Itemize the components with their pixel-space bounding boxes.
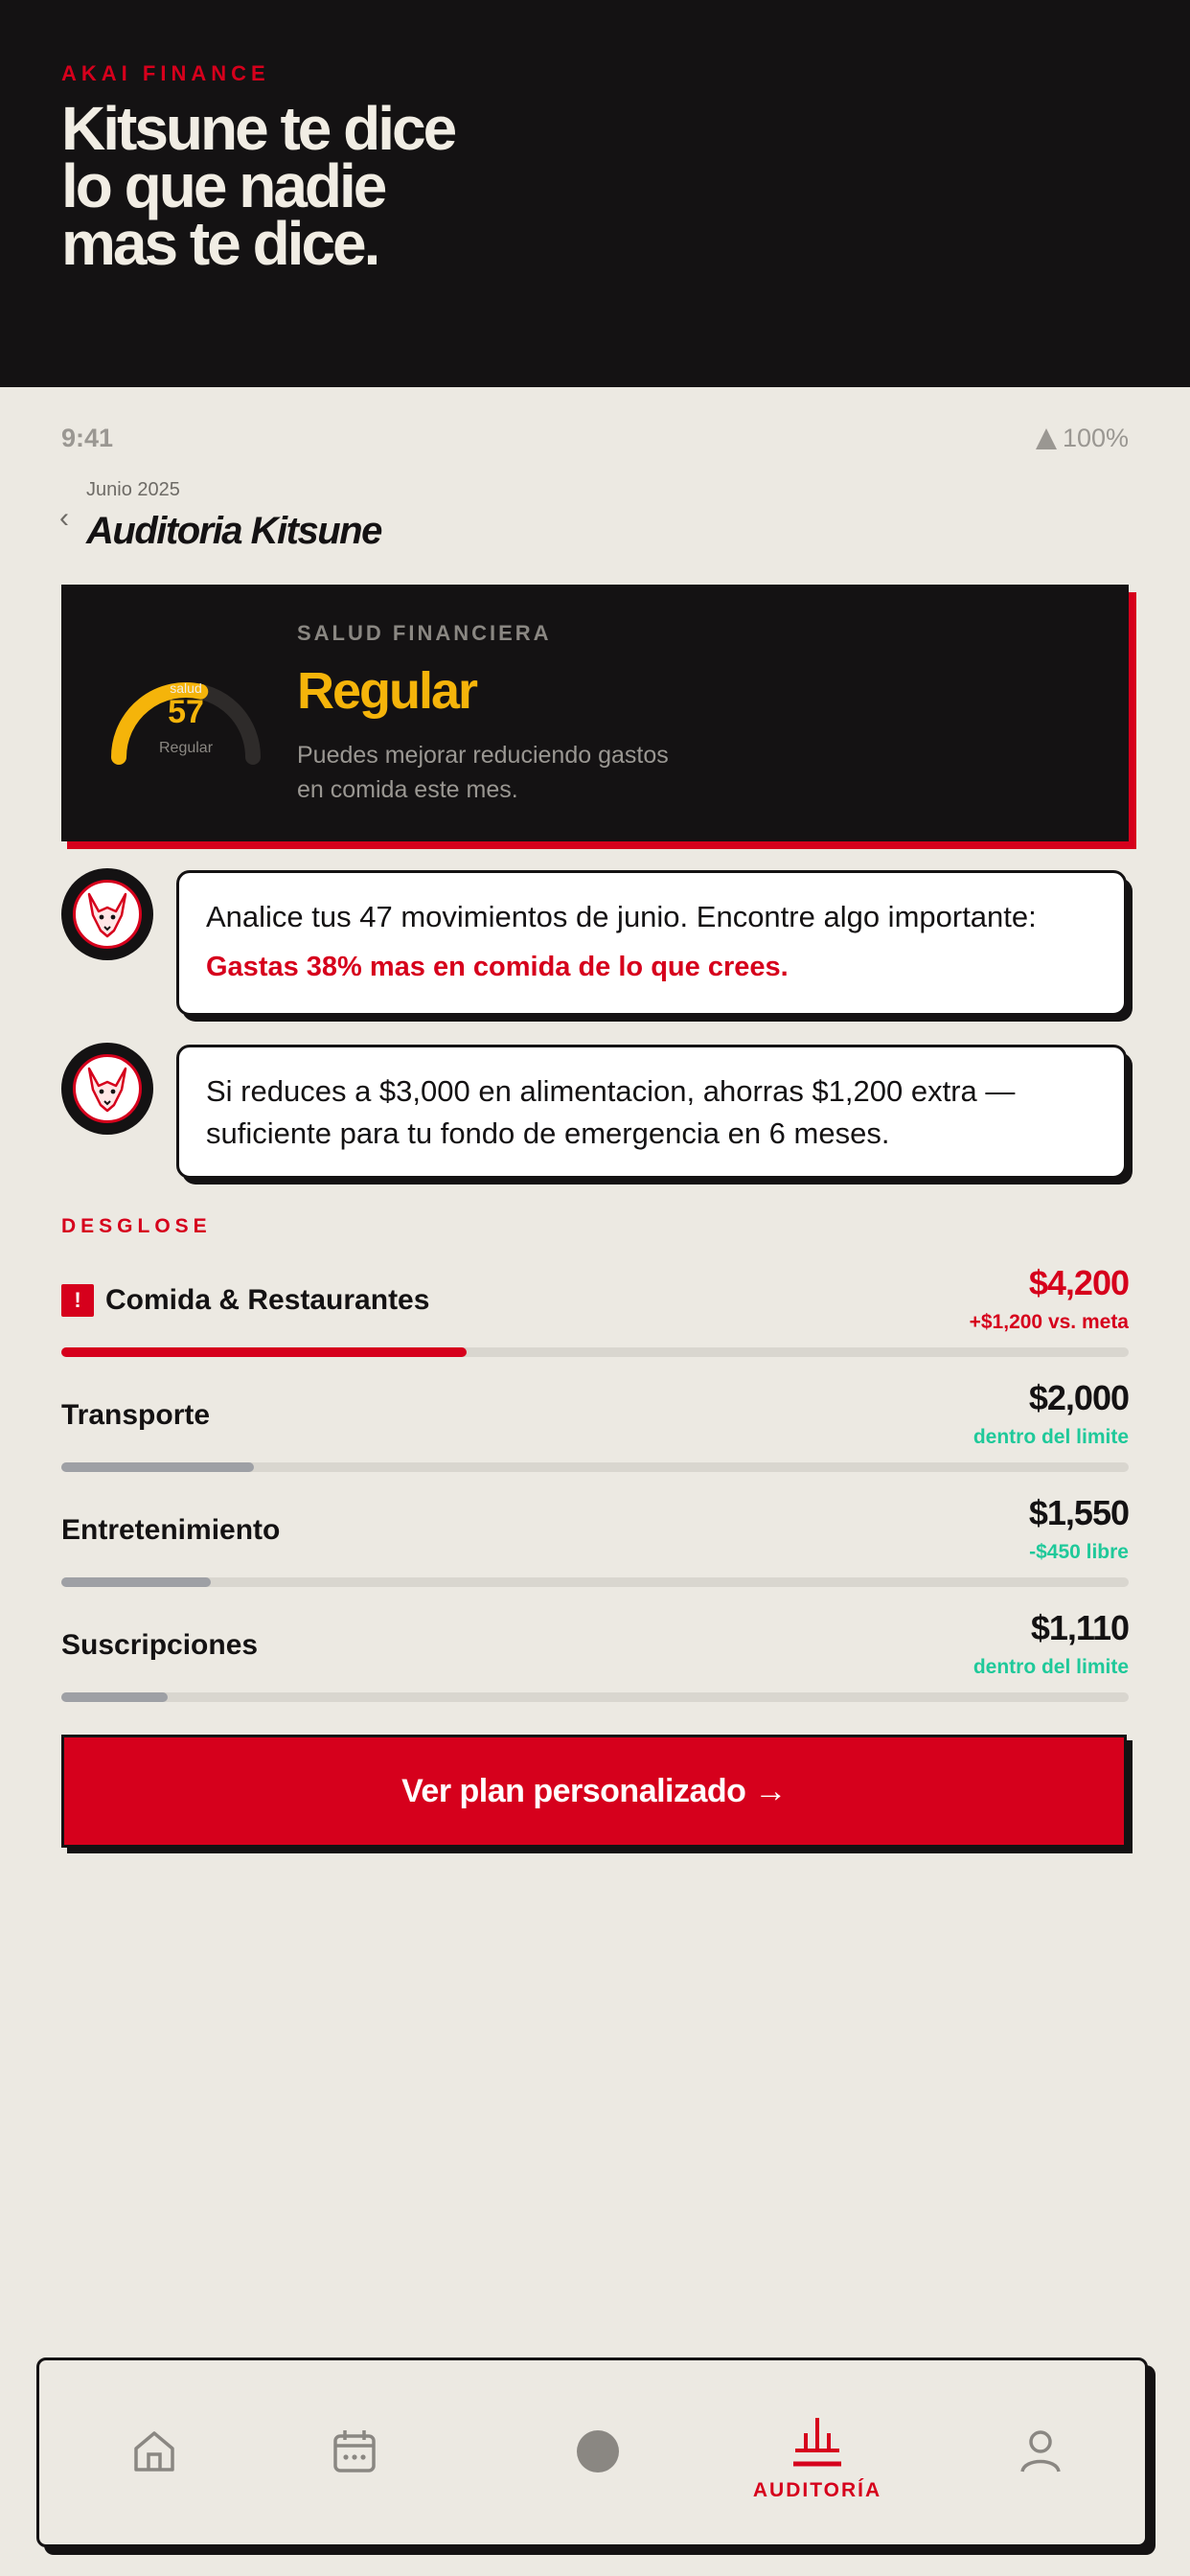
- home-icon: [130, 2427, 178, 2475]
- chat-highlight: Gastas 38% mas en comida de lo que crees.: [206, 952, 789, 982]
- category-progress-fill: [61, 1692, 168, 1702]
- category-note: -$450 libre: [1029, 1541, 1129, 1563]
- gauge-label: Regular: [158, 740, 214, 756]
- category-row[interactable]: [61, 1493, 1129, 1598]
- chat-bubble: [176, 870, 1127, 1016]
- status-time: 9:41: [61, 424, 114, 452]
- nav-center[interactable]: [512, 2360, 684, 2544]
- category-progress-track: [61, 1692, 1129, 1702]
- kitsune-avatar: [61, 1043, 153, 1135]
- chart-icon: [793, 2414, 841, 2468]
- category-progress-track: [61, 1347, 1129, 1357]
- kitsune-avatar: [61, 868, 153, 960]
- health-rating: Regular: [297, 662, 477, 720]
- nav-auditoria[interactable]: [731, 2360, 904, 2544]
- breakdown-title: DESGLOSE: [61, 1215, 212, 1237]
- category-amount: $4,200: [1028, 1263, 1129, 1302]
- category-amount: $1,550: [1028, 1493, 1129, 1532]
- signal-icon: [1036, 428, 1057, 449]
- page-month: Junio 2025: [86, 479, 180, 500]
- health-description: Puedes mejorar reduciendo gastos en comida este mes.: [297, 742, 669, 803]
- warning-icon: !: [61, 1284, 94, 1317]
- nav-calendar[interactable]: [268, 2360, 441, 2544]
- circle-icon: [574, 2427, 622, 2475]
- calendar-icon: [331, 2427, 378, 2475]
- category-note: +$1,200 vs. meta: [969, 1311, 1129, 1333]
- nav-profile[interactable]: [954, 2360, 1127, 2544]
- category-progress-fill: [61, 1347, 467, 1357]
- chat-text: Si reduces a $3,000 en alimentacion, ahorras $1,200 extra — suficiente para tu fondo de emergencia en 6 meses.: [206, 1074, 1016, 1150]
- health-card: [61, 585, 1129, 841]
- category-progress-track: [61, 1577, 1129, 1587]
- category-row[interactable]: [61, 1378, 1129, 1484]
- back-chevron-icon[interactable]: ‹: [59, 502, 69, 534]
- fox-icon: [73, 1054, 142, 1123]
- user-icon: [1017, 2427, 1064, 2475]
- category-name: Comida & Restaurantes: [105, 1284, 430, 1316]
- page-title: Auditoria Kitsune: [86, 510, 381, 552]
- category-progress-track: [61, 1462, 1129, 1472]
- gauge-caption: salud: [170, 680, 202, 696]
- category-amount: $2,000: [1028, 1378, 1129, 1417]
- chat-bubble: [176, 1045, 1127, 1179]
- category-name: Entretenimiento: [61, 1514, 281, 1546]
- view-plan-button[interactable]: Ver plan personalizado →: [61, 1735, 1127, 1848]
- chat-text: Analice tus 47 movimientos de junio. Encontre algo importante:: [206, 900, 1037, 933]
- category-note: dentro del limite: [973, 1426, 1129, 1448]
- health-label: SALUD FINANCIERA: [297, 621, 552, 645]
- gauge-score: 57: [168, 694, 204, 730]
- bottom-nav: [36, 2358, 1148, 2547]
- category-name: Suscripciones: [61, 1629, 259, 1661]
- nav-auditoria-label: AUDITORÍA: [752, 2479, 882, 2501]
- battery-percent: 100%: [1062, 424, 1129, 452]
- category-row[interactable]: [61, 1608, 1129, 1714]
- category-note: dentro del limite: [973, 1656, 1129, 1678]
- fox-icon: [73, 880, 142, 949]
- nav-home[interactable]: [68, 2360, 240, 2544]
- category-progress-fill: [61, 1577, 211, 1587]
- hero-tagline: Kitsune te dice lo que nadie mas te dice.: [61, 94, 455, 278]
- brand-name: AKAI FINANCE: [61, 61, 270, 85]
- category-amount: $1,110: [1030, 1608, 1129, 1647]
- category-row[interactable]: [61, 1263, 1129, 1368]
- category-progress-fill: [61, 1462, 254, 1472]
- status-battery: [1036, 424, 1129, 453]
- category-name: Transporte: [61, 1399, 211, 1431]
- hero-banner: [0, 0, 1190, 387]
